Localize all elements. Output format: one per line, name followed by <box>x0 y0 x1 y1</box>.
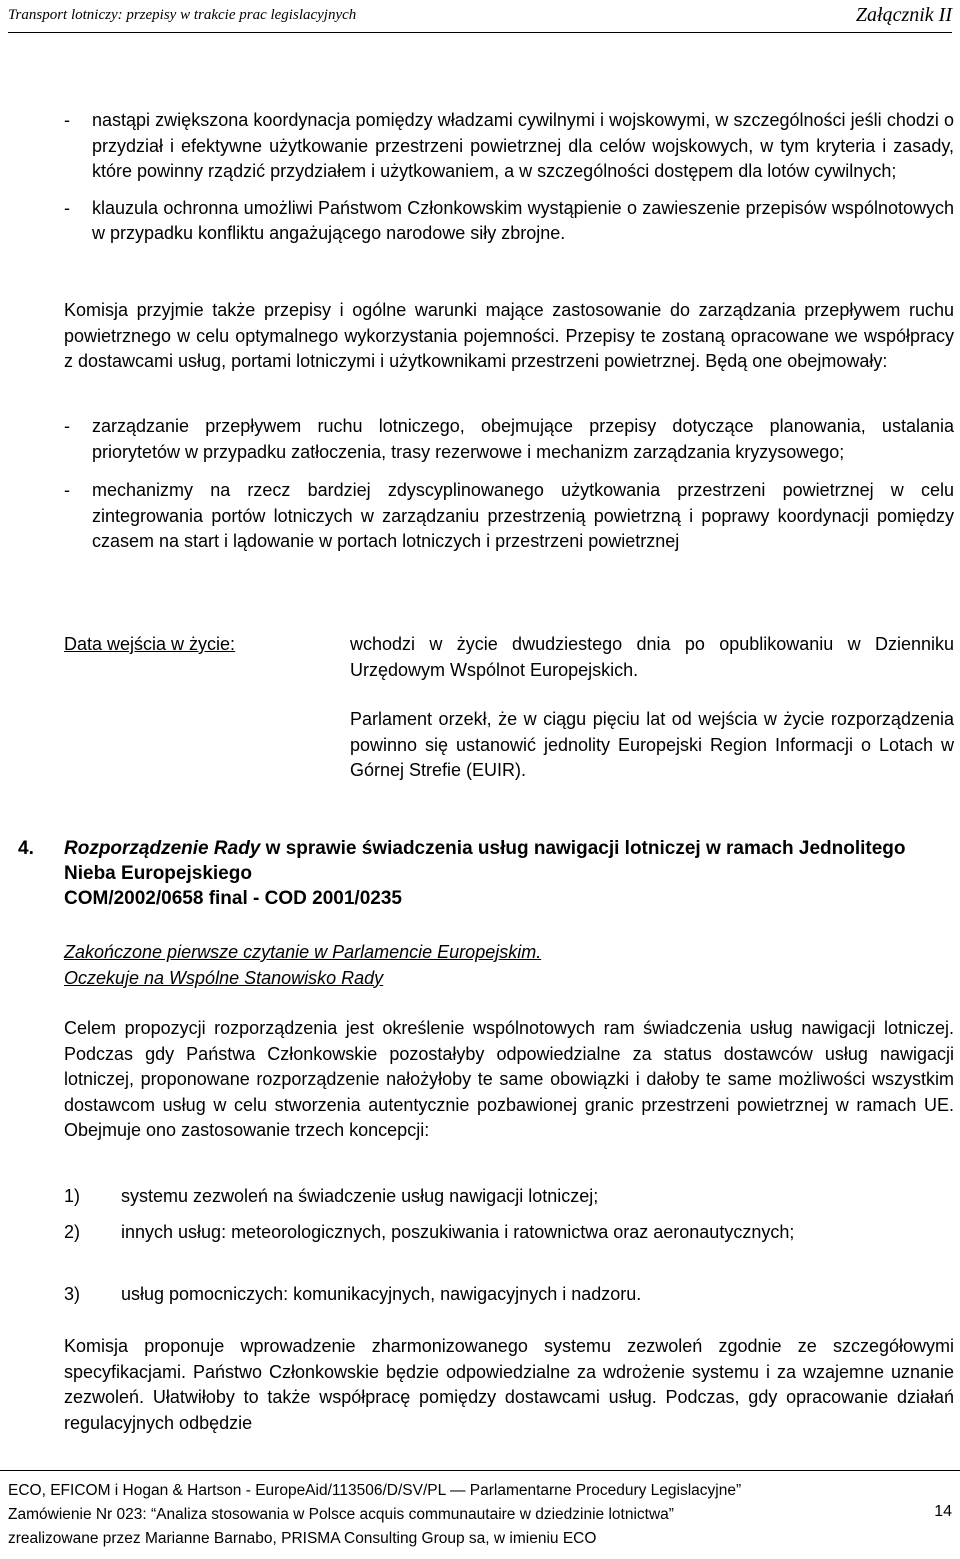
paragraph <box>64 1334 954 1436</box>
list-item-text: nastąpi zwiększona koordynacja pomiędzy władzami cywilnymi i wojskowymi, w szczególności jeśli chodzi o przydział i efektywne użytkowanie przestrzeni powietrznej dla celów wojskowych, w tym kryteria i zasady, które powinny rządzić przydziałem i użytkowaniem, a w szczególności dostępem dla lotów cywilnych; <box>92 110 954 182</box>
header-annex: Załącznik II <box>855 4 952 26</box>
list-item-text: zarządzanie przepływem ruchu lotniczego, obejmujące przepisy dotyczące planowania, ustalania priorytetów w przypadku zatłoczenia, trasy rezerwowe i mechanizm zarządzania kryzysowego; <box>92 416 954 462</box>
entry-date-label: Data wejścia w życie: <box>64 634 236 654</box>
list-number: 3) <box>64 1284 81 1304</box>
page-number: 14 <box>934 1503 952 1520</box>
header-title: Transport lotniczy: przepisy w trakcie prac legislacyjnych <box>8 7 357 23</box>
list-number: 2) <box>64 1222 81 1242</box>
paragraph-text: Komisja proponuje wprowadzenie zharmonizowanego systemu zezwoleń zgodnie ze szczegółowymi specyfikacjami. Państwo Członkowskie będzie odpowiedzialne za wdrożenie systemu i za wzajemne uznanie zezwoleń. Ułatwiłoby to także współpracę pomiędzy dostawcami usług. Podczas, gdy opracowanie działań regulacyjnych odbędzie <box>64 1336 954 1433</box>
status-line: Zakończone pierwsze czytanie w Parlamencie Europejskim. <box>64 942 542 962</box>
paragraph-text: Komisja przyjmie także przepisy i ogólne warunki mające zastosowanie do zarządzania przepływem ruchu powietrznego w celu optymalnego wykorzystania pojemności. Przepisy te zostaną opracowane we współpracy z dostawcami usług, portami lotniczymi i użytkownikami przestrzeni powietrznej. Będą one obejmowały: <box>64 300 954 372</box>
list-item-text: usług pomocniczych: komunikacyjnych, nawigacyjnych i nadzoru. <box>121 1284 642 1304</box>
paragraph <box>64 1016 954 1144</box>
list-item-text: klauzula ochronna umożliwi Państwom Członkowskim wystąpienie o zawieszenie przepisów wspólnotowych w przypadku konfliktu angażującego narodowe siły zbrojne. <box>92 197 954 244</box>
paragraph-text: Celem propozycji rozporządzenia jest określenie wspólnotowych ram świadczenia usług nawigacji lotniczej. Podczas gdy Państwa Członkowskie pozostałyby odpowiedzialne za status dostawców usług nawigacji lotniczej, proponowane rozporządzenie nałożyłoby te same obowiązki i dałoby te same możliwości wszystkim dostawcom usług w celu stworzenia autentycznie pozbawionej granic przestrzeni powietrznej w ramach UE. Obejmuje ono zastosowanie trzech koncepcji: <box>64 1018 954 1141</box>
list-item <box>64 478 954 555</box>
section-title: w sprawie świadczenia usług nawigacji lotniczej w ramach Jednolitego Nieba Europejskiego <box>64 838 906 884</box>
section-number: 4. <box>18 838 34 859</box>
bullet-list-2 <box>64 414 954 555</box>
bullet-list-1 <box>64 108 954 247</box>
list-number: 1) <box>64 1186 81 1206</box>
footer-line: ECO, EFICOM i Hogan & Hartson - EuropeAid/113506/D/SV/PL — Parlamentarne Procedury Legislacyjne” <box>8 1482 742 1499</box>
page-footer <box>0 1470 960 1547</box>
dash-marker: - <box>64 197 70 218</box>
section-code: COM/2002/0658 final - COD 2001/0235 <box>64 888 402 909</box>
section-title-italic: Rozporządzenie Rady <box>64 838 261 859</box>
entry-date-text: wchodzi w życie dwudziestego dnia po opublikowaniu w Dzienniku Urzędowym Wspólnot Europejskich. <box>350 634 954 680</box>
entry-date-note: Parlament orzekł, że w ciągu pięciu lat od wejścia w życie rozporządzenia powinno się ustanowić jednolity Europejski Region Informacji o Lotach w Górnej Strefie (EUIR). <box>350 709 954 781</box>
footer-line: Zamówienie Nr 023: “Analiza stosowania w Polsce acquis communautaire w dziedzinie lotnictwa” <box>8 1506 674 1523</box>
dash-marker: - <box>64 480 70 501</box>
list-item-text: innych usług: meteorologicznych, poszukiwania i ratownictwa oraz aeronautycznych; <box>121 1222 795 1242</box>
list-item-text: mechanizmy na rzecz bardziej zdyscyplinowanego użytkowania przestrzeni powietrznej w celu zintegrowania portów lotniczych w zarządzaniu przestrzenią powietrzną i poprawy koordynacji pomiędzy czasem na start i lądowanie w portach lotniczych i przestrzeni powietrznej <box>92 480 954 552</box>
dash-marker: - <box>64 416 70 436</box>
status-line: Oczekuje na Wspólne Stanowisko Rady <box>64 967 384 988</box>
list-item-text: systemu zezwoleń na świadczenie usług nawigacji lotniczej; <box>121 1186 599 1206</box>
dash-marker: - <box>64 110 70 130</box>
footer-text <box>8 1479 741 1551</box>
list-item <box>64 414 954 465</box>
page-header <box>8 4 952 33</box>
list-item <box>64 196 954 247</box>
paragraph <box>64 298 954 375</box>
list-item <box>64 108 954 185</box>
footer-line: zrealizowane przez Marianne Barnabo, PRISMA Consulting Group sa, w imieniu ECO <box>8 1530 597 1547</box>
entry-date-content <box>350 632 954 784</box>
section-heading <box>64 836 954 911</box>
section-status <box>64 940 954 991</box>
